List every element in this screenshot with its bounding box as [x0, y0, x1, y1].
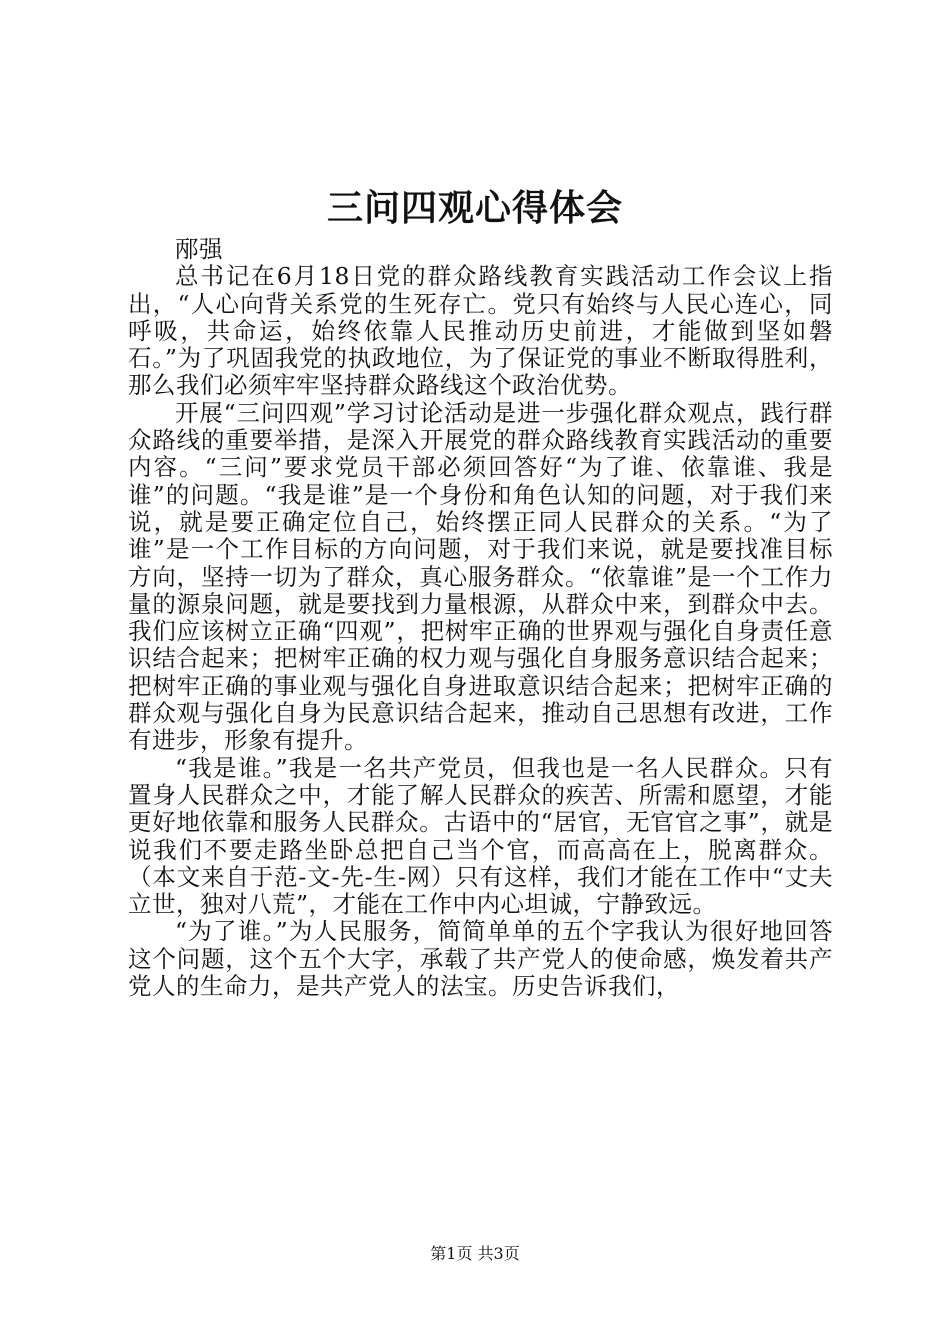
paragraph-2: 开展“三问四观”学习讨论活动是进一步强化群众观点，践行群众路线的重要举措，是深入开展党的群众路线教育实践活动的重要内容。“三问”要求党员干部必须回答好“为了谁、依靠谁、我是谁”的问题。“我是谁”是一个身份和角色认知的问题，对于我们来说，就是要正确定位自己，始终摆正同人民群众的关系。“为了谁”是一个工作目标的方向问题，对于我们来说，就是要找准目标方向，坚持一切为了群众，真心服务群众。“依靠谁”是一个工作力量的源泉问题，就是要找到力量根源，从群众中来，到群众中去。我们应该树立正确“四观”，把树牢正确的世界观与强化自身责任意识结合起来；把树牢正确的权力观与强化自身服务意识结合起来；把树牢正确的事业观与强化自身进取意识结合起来；把树牢正确的群众观与强化自身为民意识结合起来，推动自己思想有改进，工作有进步，形象有提升。	[128, 398, 833, 755]
paragraph-1: 总书记在6月18日党的群众路线教育实践活动工作会议上指出，“人心向背关系党的生死存亡。党只有始终与人民心连心，同呼吸，共命运，始终依靠人民推动历史前进，才能做到坚如磐石。”为了巩固我党的执政地位，为了保证党的事业不断取得胜利，那么我们必须牢牢坚持群众路线这个政治优势。	[128, 262, 833, 400]
paragraph-3: “我是谁。”我是一名共产党员，但我也是一名人民群众。只有置身人民群众之中，才能了解人民群众的疾苦、所需和愿望，才能更好地依靠和服务人民群众。古语中的“居官，无官官之事”，就是说我们不要走路坐卧总把自己当个官，而高高在上，脱离群众。（本文来自于范-文-先-生-网）只有这样，我们才能在工作中“丈夫立世，独对八荒”，才能在工作中内心坦诚，宁静致远。	[128, 753, 833, 919]
paragraph-4: “为了谁。”为人民服务，简简单单的五个字我认为很好地回答这个问题，这个五个大字，承载了共产党人的使命感，焕发着共产党人的生命力，是共产党人的法宝。历史告诉我们，	[128, 917, 833, 1001]
page-number-footer: 第1页 共3页	[430, 1244, 520, 1263]
author-name: 邴强	[175, 235, 223, 263]
document-title: 三问四观心得体会	[326, 187, 623, 229]
document-body	[128, 236, 833, 1000]
